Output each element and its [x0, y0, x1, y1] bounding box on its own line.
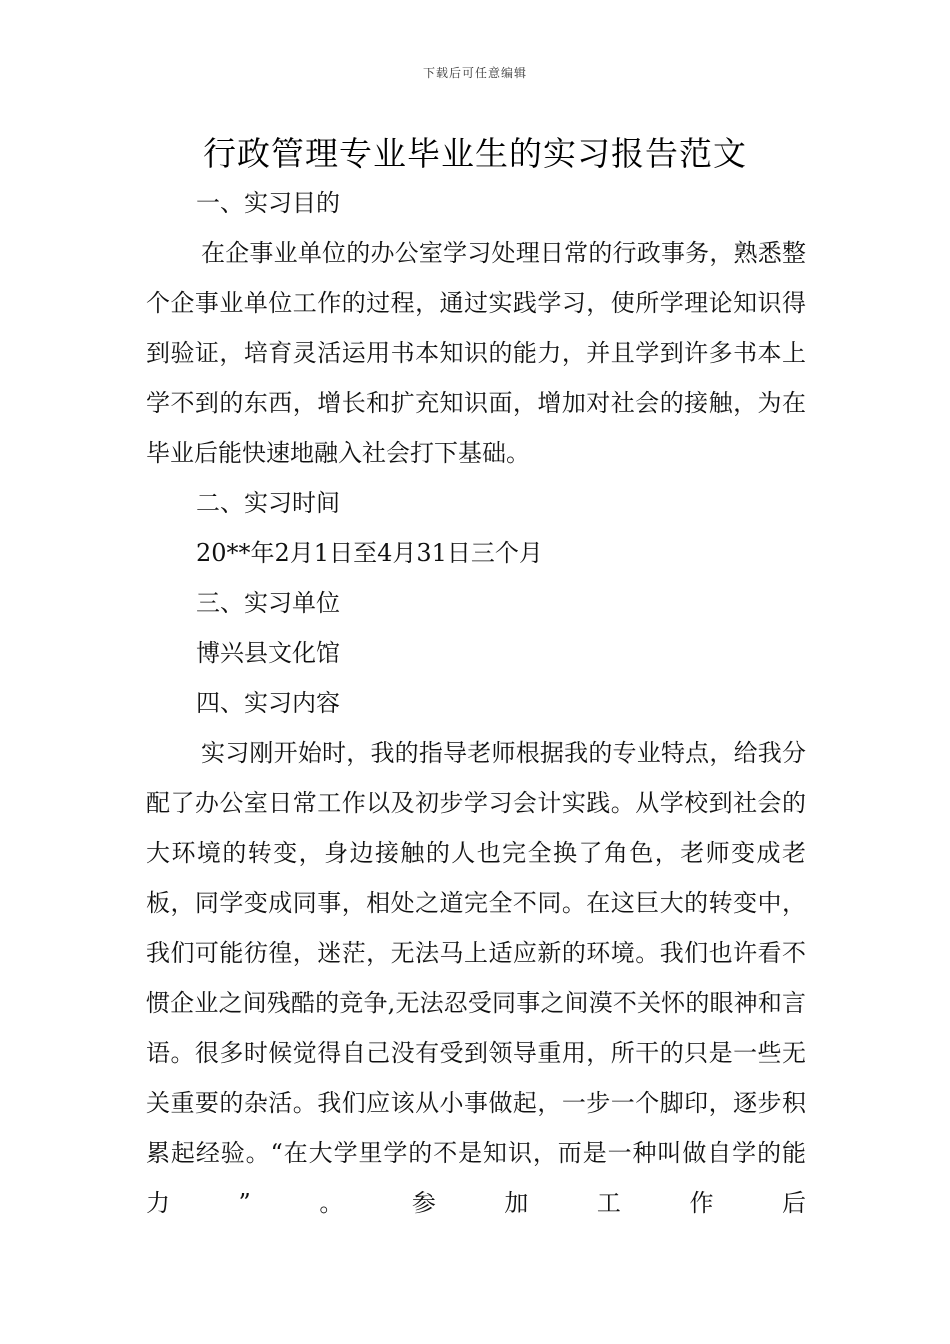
section-heading-unit: 三、实习单位: [196, 589, 340, 617]
paragraph-content: 实习刚开始时，我的指导老师根据我的专业特点，给我分配了办公室日常工作以及初步学习会计实践。从学校到社会的大环境的转变，身边接触的人也完全换了角色，老师变成老板，同学变成同事，相处之道完全不同。在这巨大的转变中，我们可能彷徨，迷茫，无法马上适应新的环境。我们也许看不惯企业之间残酷的竞争,无法忍受同事之间漠不关怀的眼神和言语。很多时候觉得自己没有受到领导重用，所干的只是一些无关重要的杂活。我们应该从小事做起，一步一个脚印，逐步积累起经验。“在大学里学的不是知识，而是一种叫做自学的能力”。参加工作后: [146, 739, 806, 1217]
paragraph-unit: 博兴县文化馆: [196, 639, 340, 667]
paragraph-time: 20**年2月1日至4月31日三个月: [196, 539, 543, 567]
section-heading-time: 二、实习时间: [196, 489, 340, 517]
document-body: [146, 178, 806, 1228]
section-heading-content: 四、实习内容: [196, 689, 340, 717]
header-note: 下载后可任意编辑: [422, 66, 527, 80]
paragraph-purpose: 在企事业单位的办公室学习处理日常的行政事务，熟悉整个企事业单位工作的过程，通过实践学习，使所学理论知识得到验证，培育灵活运用书本知识的能力，并且学到许多书本上学不到的东西，增长和扩充知识面，增加对社会的接触，为在毕业后能快速地融入社会打下基础。: [146, 239, 806, 467]
document-title: 行政管理专业毕业生的实习报告范文: [203, 134, 747, 173]
section-heading-purpose: 一、实习目的: [196, 189, 340, 217]
